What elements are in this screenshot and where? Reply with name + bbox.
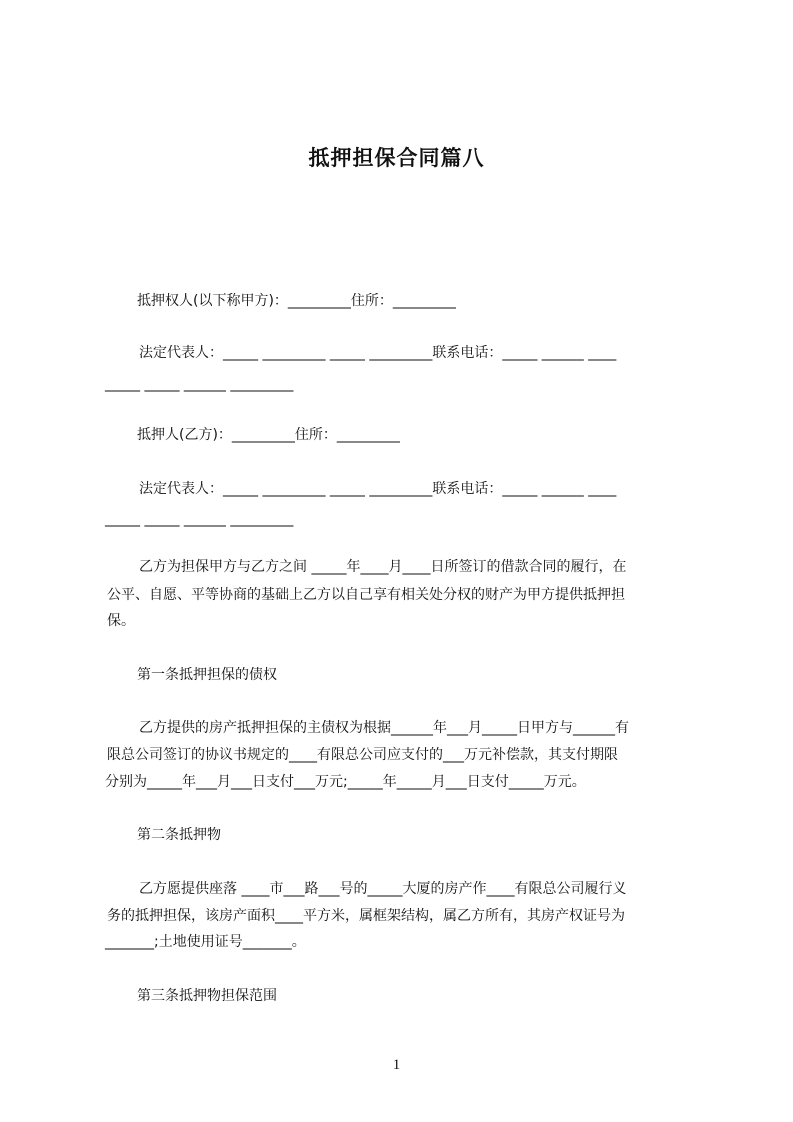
- article-2-line-2: 务的抵押担保，该房产面积____平方米，属框架结构，属乙方所有，其房产权证号为: [107, 908, 625, 924]
- article-1-heading: 第一条抵押担保的债权: [137, 667, 277, 683]
- preamble-line-1: 乙方为担保甲方与乙方之间 _____年____月____日所签订的借款合同的履行，在: [139, 559, 627, 575]
- article-1-line-1: 乙方提供的房产抵押担保的主债权为根据______年___月_____日甲方与______有: [139, 720, 629, 736]
- mortgagee-line: 抵押权人(以下称甲方)：_________住所：_________: [137, 293, 456, 309]
- legal-rep-line-a: 法定代表人：_____ _________ _____ _________联系电话：_____ ______ ____: [139, 345, 617, 361]
- legal-rep-line-a-cont: _____ _____ ______ _________: [105, 376, 294, 392]
- article-2-line-1: 乙方愿提供座落 ____市___路___号的_____大厦的房产作____有限总公司履行义: [139, 881, 627, 897]
- page-number: 1: [392, 1057, 401, 1073]
- document-title: 抵押担保合同篇八: [308, 146, 485, 170]
- article-2-heading: 第二条抵押物: [137, 827, 221, 843]
- article-1-line-2: 限总公司签订的协议书规定的____有限总公司应支付的___万元补偿款，其支付期限: [107, 747, 618, 763]
- preamble-line-3: 保。: [107, 613, 135, 629]
- legal-rep-line-b-cont: _____ _____ ______ _________: [105, 511, 294, 527]
- preamble-line-2: 公平、自愿、平等协商的基础上乙方以自己享有相关处分权的财产为甲方提供抵押担: [107, 587, 625, 603]
- article-3-heading: 第三条抵押物担保范围: [137, 988, 277, 1004]
- article-1-line-3: 分别为_____年___月___日支付___万元;_____年_____月___日支付_____万元。: [105, 774, 586, 790]
- article-2-line-3: _______;土地使用证号_______。: [105, 934, 306, 950]
- mortgagor-line: 抵押人(乙方)：_________住所：_________: [137, 427, 400, 443]
- legal-rep-line-b: 法定代表人：_____ _________ _____ _________联系电话：_____ ______ ____: [139, 481, 617, 497]
